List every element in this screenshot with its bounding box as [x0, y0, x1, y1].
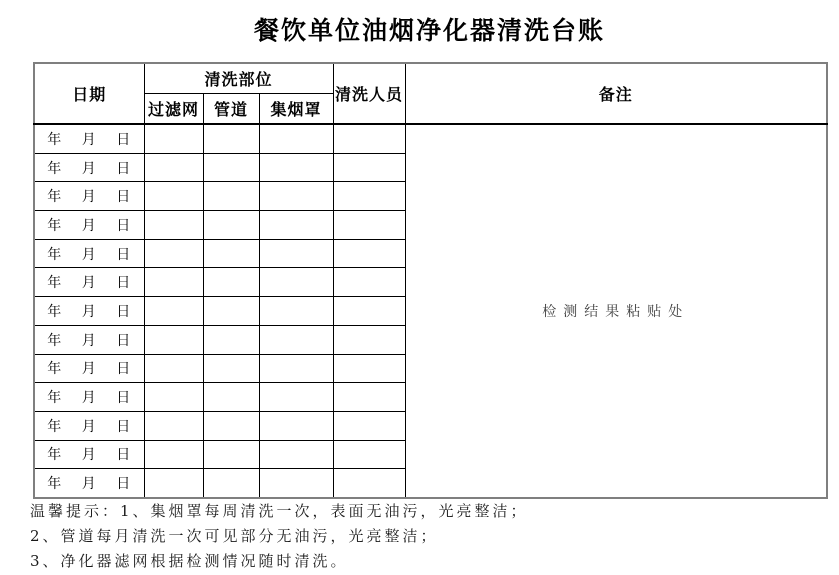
cleaner-cell	[333, 297, 405, 326]
note-line-1: 温馨提示：1、集烟罩每周清洗一次，表面无油污，光亮整洁；	[30, 502, 529, 520]
table-row	[34, 124, 827, 153]
cleaner-cell	[333, 124, 405, 153]
pipe-cell	[203, 325, 259, 354]
pipe-cell	[203, 239, 259, 268]
note-line-3: 3、净化器滤网根据检测情况随时清洗。	[30, 552, 349, 570]
pipe-cell	[203, 182, 259, 211]
smoke-hood-cell	[259, 124, 333, 153]
filter-net-cell	[144, 383, 203, 412]
cleaning-ledger-table	[33, 62, 828, 499]
pipe-cell	[203, 297, 259, 326]
date-cell: 年 月 日	[34, 440, 144, 469]
smoke-hood-cell	[259, 440, 333, 469]
cleaner-cell	[333, 383, 405, 412]
date-cell: 年 月 日	[34, 153, 144, 182]
date-cell: 年 月 日	[34, 325, 144, 354]
note-line-2: 2、管道每月清洗一次可见部分无油污，光亮整洁；	[30, 527, 439, 545]
date-cell: 年 月 日	[34, 182, 144, 211]
smoke-hood-cell	[259, 469, 333, 498]
date-cell: 年 月 日	[34, 469, 144, 498]
filter-net-cell	[144, 239, 203, 268]
filter-net-cell	[144, 411, 203, 440]
pipe-cell	[203, 469, 259, 498]
date-cell: 年 月 日	[34, 211, 144, 240]
pipe-cell	[203, 211, 259, 240]
pipe-cell	[203, 268, 259, 297]
cleaner-cell	[333, 469, 405, 498]
smoke-hood-cell	[259, 297, 333, 326]
cleaner-cell	[333, 268, 405, 297]
smoke-hood-cell	[259, 239, 333, 268]
cleaner-cell	[333, 411, 405, 440]
ledger-body	[34, 124, 827, 498]
header-remarks: 备注	[405, 63, 827, 124]
cleaner-cell	[333, 325, 405, 354]
smoke-hood-cell	[259, 354, 333, 383]
header-pipe: 管道	[203, 94, 259, 125]
header-row-main	[34, 63, 827, 94]
date-cell: 年 月 日	[34, 411, 144, 440]
smoke-hood-cell	[259, 268, 333, 297]
footer-notes	[30, 499, 820, 574]
cleaner-cell	[333, 211, 405, 240]
date-cell: 年 月 日	[34, 239, 144, 268]
filter-net-cell	[144, 469, 203, 498]
remarks-paste-area: 检测结果粘贴处	[405, 124, 827, 498]
filter-net-cell	[144, 124, 203, 153]
pipe-cell	[203, 124, 259, 153]
filter-net-cell	[144, 211, 203, 240]
cleaner-cell	[333, 354, 405, 383]
header-cleaner: 清洗人员	[333, 63, 405, 124]
cleaner-cell	[333, 182, 405, 211]
date-cell: 年 月 日	[34, 383, 144, 412]
header-smoke-hood: 集烟罩	[259, 94, 333, 125]
cleaner-cell	[333, 440, 405, 469]
table-header	[34, 63, 827, 124]
smoke-hood-cell	[259, 211, 333, 240]
smoke-hood-cell	[259, 325, 333, 354]
filter-net-cell	[144, 268, 203, 297]
date-cell: 年 月 日	[34, 354, 144, 383]
filter-net-cell	[144, 297, 203, 326]
pipe-cell	[203, 354, 259, 383]
header-date: 日期	[34, 63, 144, 124]
filter-net-cell	[144, 182, 203, 211]
header-filter-net: 过滤网	[144, 94, 203, 125]
pipe-cell	[203, 440, 259, 469]
header-cleaning-parts: 清洗部位	[144, 63, 333, 94]
filter-net-cell	[144, 153, 203, 182]
cleaner-cell	[333, 153, 405, 182]
filter-net-cell	[144, 325, 203, 354]
date-cell: 年 月 日	[34, 297, 144, 326]
pipe-cell	[203, 153, 259, 182]
smoke-hood-cell	[259, 182, 333, 211]
pipe-cell	[203, 411, 259, 440]
date-cell: 年 月 日	[34, 124, 144, 153]
smoke-hood-cell	[259, 383, 333, 412]
cleaner-cell	[333, 239, 405, 268]
smoke-hood-cell	[259, 153, 333, 182]
filter-net-cell	[144, 354, 203, 383]
pipe-cell	[203, 383, 259, 412]
page-title: 餐饮单位油烟净化器清洗台账	[253, 16, 605, 45]
date-cell: 年 月 日	[34, 268, 144, 297]
smoke-hood-cell	[259, 411, 333, 440]
filter-net-cell	[144, 440, 203, 469]
